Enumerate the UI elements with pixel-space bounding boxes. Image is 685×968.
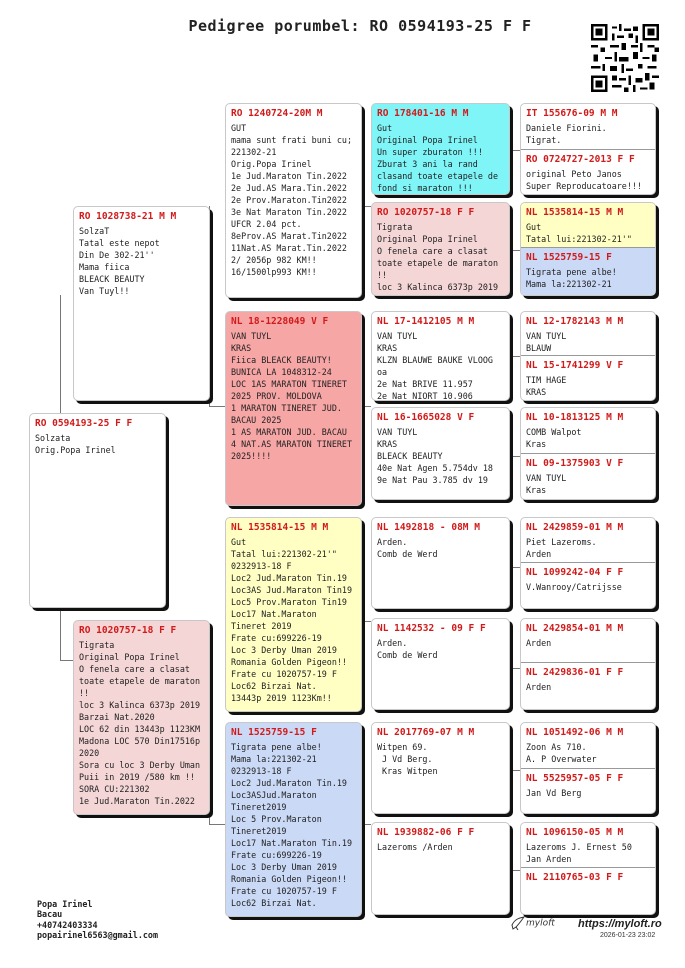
pigeon-card-ggp-3: [371, 311, 510, 401]
ring-number: NL 1142532 - 09 F F: [377, 623, 486, 634]
ring-number: NL 12-1782143 M M: [526, 316, 624, 327]
connector-line: [362, 824, 371, 825]
pigeon-notes: VAN TUYL KRAS Fiica BLEACK BEAUTY! BUNICA LA 1048312-24 LOC 1AS MARATON TINERET 2025 PROV. MOLDOVA 1 MARATON TINERET JUD. BACAU 2025 1 AS MARATON JUD. BACAU 4 NAT.AS MARATON TINERET 2025!!!!: [231, 331, 353, 461]
pigeon-notes: Witpen 69. J Vd Berg. Kras Witpen: [377, 742, 438, 776]
ring-number: NL 2429854-01 M M: [526, 623, 624, 634]
connector-line: [362, 621, 371, 622]
pigeon-notes: Daniele Fiorini. Tigrat.: [526, 123, 607, 145]
pigeon-entry: [521, 518, 655, 562]
ring-number: RO 1020757-18 F F: [377, 207, 475, 218]
connector-line: [209, 824, 225, 825]
connector-line: [510, 250, 520, 251]
owner-phone: +40742403334: [37, 919, 98, 930]
connector-line: [510, 356, 520, 357]
pigeon-notes: Zoon As 710. A. P Overwater: [526, 742, 597, 764]
pigeon-notes: Arden: [526, 638, 552, 648]
pigeon-notes: Arden: [526, 682, 552, 692]
pigeon-card-ggp-8: [371, 822, 510, 915]
pigeon-notes: VAN TUYL Kras: [526, 473, 567, 495]
ring-number: IT 155676-09 M M: [526, 108, 618, 119]
ring-number: NL 2017769-07 M M: [377, 727, 475, 738]
ring-number: NL 1099242-04 F F: [526, 567, 624, 578]
pigeon-notes: GUT mama sunt frati buni cu; 221302-21 Orig.Popa Irinel 1e Jud.Maraton Tin.2022 2e Jud.AS Mara.Tin.2022 2e Prov.Maraton.Tin2022 3e Nat Maraton Tin.2022 UFCR 2.04 pct. 8eProv.AS Marat.Tin2022 11Nat.AS Marat.Tin.2022 2/ 2056p 982 KM!! 16/1500lp993 KM!!: [231, 123, 353, 277]
ring-number: NL 1525759-15 F: [526, 252, 612, 263]
pigeon-notes: [521, 883, 655, 886]
pigeon-entry: [521, 723, 655, 768]
ring-number: NL 1535814-15 M M: [231, 522, 329, 533]
pigeon-card-gp-1: [225, 103, 362, 298]
qr-code: [591, 24, 659, 92]
ring-number: NL 2110765-03 F F: [526, 872, 624, 883]
pigeon-notes: Tigrata Original Popa Irinel O fenela care a clasat toate etapele de maraton !! loc 3 Kalinca 6373p 2019 Barzai Nat.2020 LOC 62 din 13443p 1123KM Madona LOC 570 Din17516p 2020 Sora cu loc 3 Derby Uman Puii in 2019 /580 km !! SORA CU:221302 1e Jud.Maraton Tin.2022: [79, 640, 201, 806]
ring-number: NL 1535814-15 M M: [526, 207, 624, 218]
pigeon-notes: Arden. Comb de Werd: [377, 537, 438, 559]
pigeon-entry: [521, 562, 655, 609]
pigeon-entry: [521, 247, 655, 296]
pigeon-card-ggp-2: [371, 202, 510, 296]
ring-number: NL 1096150-05 M M: [526, 827, 624, 838]
ring-number: RO 1020757-18 F F: [79, 625, 177, 636]
pigeon-notes: Jan Vd Berg: [526, 788, 582, 798]
print-date: 2026-01-23 23:02: [600, 932, 656, 939]
ring-number: NL 10-1813125 M M: [526, 412, 624, 423]
site-link[interactable]: https://myloft.ro: [578, 918, 662, 930]
ring-number: NL 1492818 - 08M M: [377, 522, 480, 533]
connector-line: [60, 295, 61, 413]
ring-number: NL 2429836-01 F F: [526, 667, 624, 678]
pigeon-notes: original Peto Janos Super Reproducatoare!!!: [526, 169, 642, 191]
pigeon-notes: Tigrata Original Popa Irinel O fenela care a clasat toate etapele de maraton !! loc 3 Kalinca 6373p 2019: [377, 222, 499, 292]
pigeon-notes: SolzaT Tatal este nepot Din De 302-21'' Mama fiica BLEACK BEAUTY Van Tuyl!!: [79, 226, 160, 296]
pigeon-entry: [521, 867, 655, 915]
pigeon-card-ggp-6: [371, 618, 510, 710]
pigeon-card-ggp-1: [371, 103, 510, 195]
connector-line: [510, 150, 520, 151]
pigeon-pair-8: [520, 822, 656, 915]
connector-line: [510, 456, 520, 457]
connector-line: [510, 668, 520, 669]
pigeon-notes: Solzata Orig.Popa Irinel: [35, 433, 116, 455]
pigeon-entry: [521, 312, 655, 355]
pigeon-notes: Tigrata pene albe! Mama la:221302-21 0232913-18 F Loc2 Jud.Maraton Tin.19 Loc3ASJud.Maraton Tineret2019 Loc 5 Prov.Maraton Tineret2019 Loc17 Nat.Maraton Tin.19 Frate cu:699226-19 Loc 3 Derby Uman 2019 Romania Golden Pigeon!! Frate cu 1020757-19 F Loc62 Birzai Nat.: [231, 742, 353, 908]
pigeon-pair-3: [520, 311, 656, 401]
ring-number: NL 5525957-05 F F: [526, 773, 624, 784]
pigeon-entry: [521, 768, 655, 814]
pigeon-notes: V.Wanrooy/Catrijsse: [526, 582, 622, 592]
pigeon-notes: TIM HAGE KRAS: [526, 375, 567, 397]
ring-number: NL 2429859-01 M M: [526, 522, 624, 533]
pigeon-card-gp-2: [225, 311, 362, 506]
pigeon-notes: Gut Tatal lui:221302-21'" 0232913-18 F Loc2 Jud.Maraton Tin.19 Loc3AS Jud.Maraton Tin19 Loc5 Prov.Maraton Tin19 Loc17 Nat.Maraton Tineret 2019 Frate cu:699226-19 Loc 3 Derby Uman 2019 Romania Golden Pigeon!! Frate cu 1020757-19 F Loc62 Birzai Nat. 13443p 2019 1123Km!!: [231, 537, 353, 703]
page-title: Pedigree porumbel: RO 0594193-25 F F: [188, 17, 532, 35]
pigeon-icon: [510, 915, 526, 931]
ring-number: NL 1525759-15 F: [231, 727, 317, 738]
ring-number: RO 178401-16 M M: [377, 108, 469, 119]
pigeon-entry: [521, 203, 655, 247]
pigeon-entry: [521, 355, 655, 401]
ring-number: NL 15-1741299 V F: [526, 360, 624, 371]
pigeon-notes: Tigrata pene albe! Mama la:221302-21: [526, 267, 617, 289]
pigeon-pair-7: [520, 722, 656, 814]
pigeon-entry: [521, 662, 655, 710]
owner-email: popairinel6563@gmail.com: [37, 930, 159, 941]
pigeon-notes: VAN TUYL KRAS KLZN BLAUWE BAUKE VLOOG oa 2e Nat BRIVE 11.957 2e Nat NIORT 10.906: [377, 331, 493, 401]
pigeon-card-father: [73, 206, 210, 401]
pigeon-notes: Lazeroms /Arden: [377, 842, 453, 852]
pigeon-pair-6: [520, 618, 656, 710]
pigeon-card-gp-3: [225, 517, 362, 712]
owner-name: Popa Irinel: [37, 899, 93, 909]
pigeon-entry: [521, 408, 655, 453]
myloft-logo: [510, 915, 555, 931]
pigeon-entry: [521, 453, 655, 500]
ring-number: NL 1939882-06 F F: [377, 827, 475, 838]
pigeon-pair-5: [520, 517, 656, 609]
pigeon-notes: Gut Original Popa Irinel Un super zburaton !!! Zburat 3 ani la rand clasand toate etapele de fond si maraton !!!: [377, 123, 499, 193]
ring-number: NL 16-1665028 V F: [377, 412, 475, 423]
pigeon-card-subject: [29, 413, 166, 608]
owner-contact: [37, 899, 158, 941]
ring-number: RO 1240724-20M M: [231, 108, 323, 119]
owner-city: Bacau: [37, 909, 63, 920]
pigeon-card-ggp-7: [371, 722, 510, 814]
pigeon-entry: [521, 823, 655, 867]
pigeon-card-ggp-4: [371, 407, 510, 500]
pigeon-entry: [521, 149, 655, 195]
ring-number: NL 09-1375903 V F: [526, 458, 624, 469]
connector-line: [510, 770, 520, 771]
connector-line: [362, 406, 371, 407]
logo-text: myloft: [526, 918, 555, 929]
pigeon-entry: [521, 619, 655, 662]
ring-number: RO 0594193-25 F F: [35, 418, 133, 429]
ring-number: NL 18-1228049 V F: [231, 316, 329, 327]
connector-line: [510, 567, 520, 568]
pigeon-pair-1: [520, 103, 656, 195]
pigeon-notes: VAN TUYL KRAS BLEACK BEAUTY 40e Nat Agen 5.754dv 18 9e Nat Pau 3.785 dv 19: [377, 427, 493, 485]
ring-number: RO 0724727-2013 F F: [526, 154, 635, 165]
ring-number: RO 1028738-21 M M: [79, 211, 177, 222]
connector-line: [209, 406, 225, 407]
pigeon-notes: Piet Lazeroms. Arden: [526, 537, 597, 559]
pigeon-card-ggp-5: [371, 517, 510, 609]
pigeon-notes: Arden. Comb de Werd: [377, 638, 438, 660]
ring-number: NL 1051492-06 M M: [526, 727, 624, 738]
connector-line: [510, 870, 520, 871]
pigeon-entry: [521, 104, 655, 149]
pigeon-pair-2: [520, 202, 656, 296]
connector-line: [60, 660, 73, 661]
connector-line: [362, 206, 371, 207]
pigeon-notes: Lazeroms J. Ernest 50 Jan Arden: [526, 842, 632, 864]
pigeon-pair-4: [520, 407, 656, 500]
pigeon-notes: COMB Walpot Kras: [526, 427, 582, 449]
pigeon-card-gp-4: [225, 722, 362, 917]
pigeon-card-mother: [73, 620, 210, 815]
ring-number: NL 17-1412105 M M: [377, 316, 475, 327]
pigeon-notes: VAN TUYL BLAUW: [526, 331, 567, 353]
pigeon-notes: Gut Tatal lui:221302-21'": [526, 222, 632, 244]
